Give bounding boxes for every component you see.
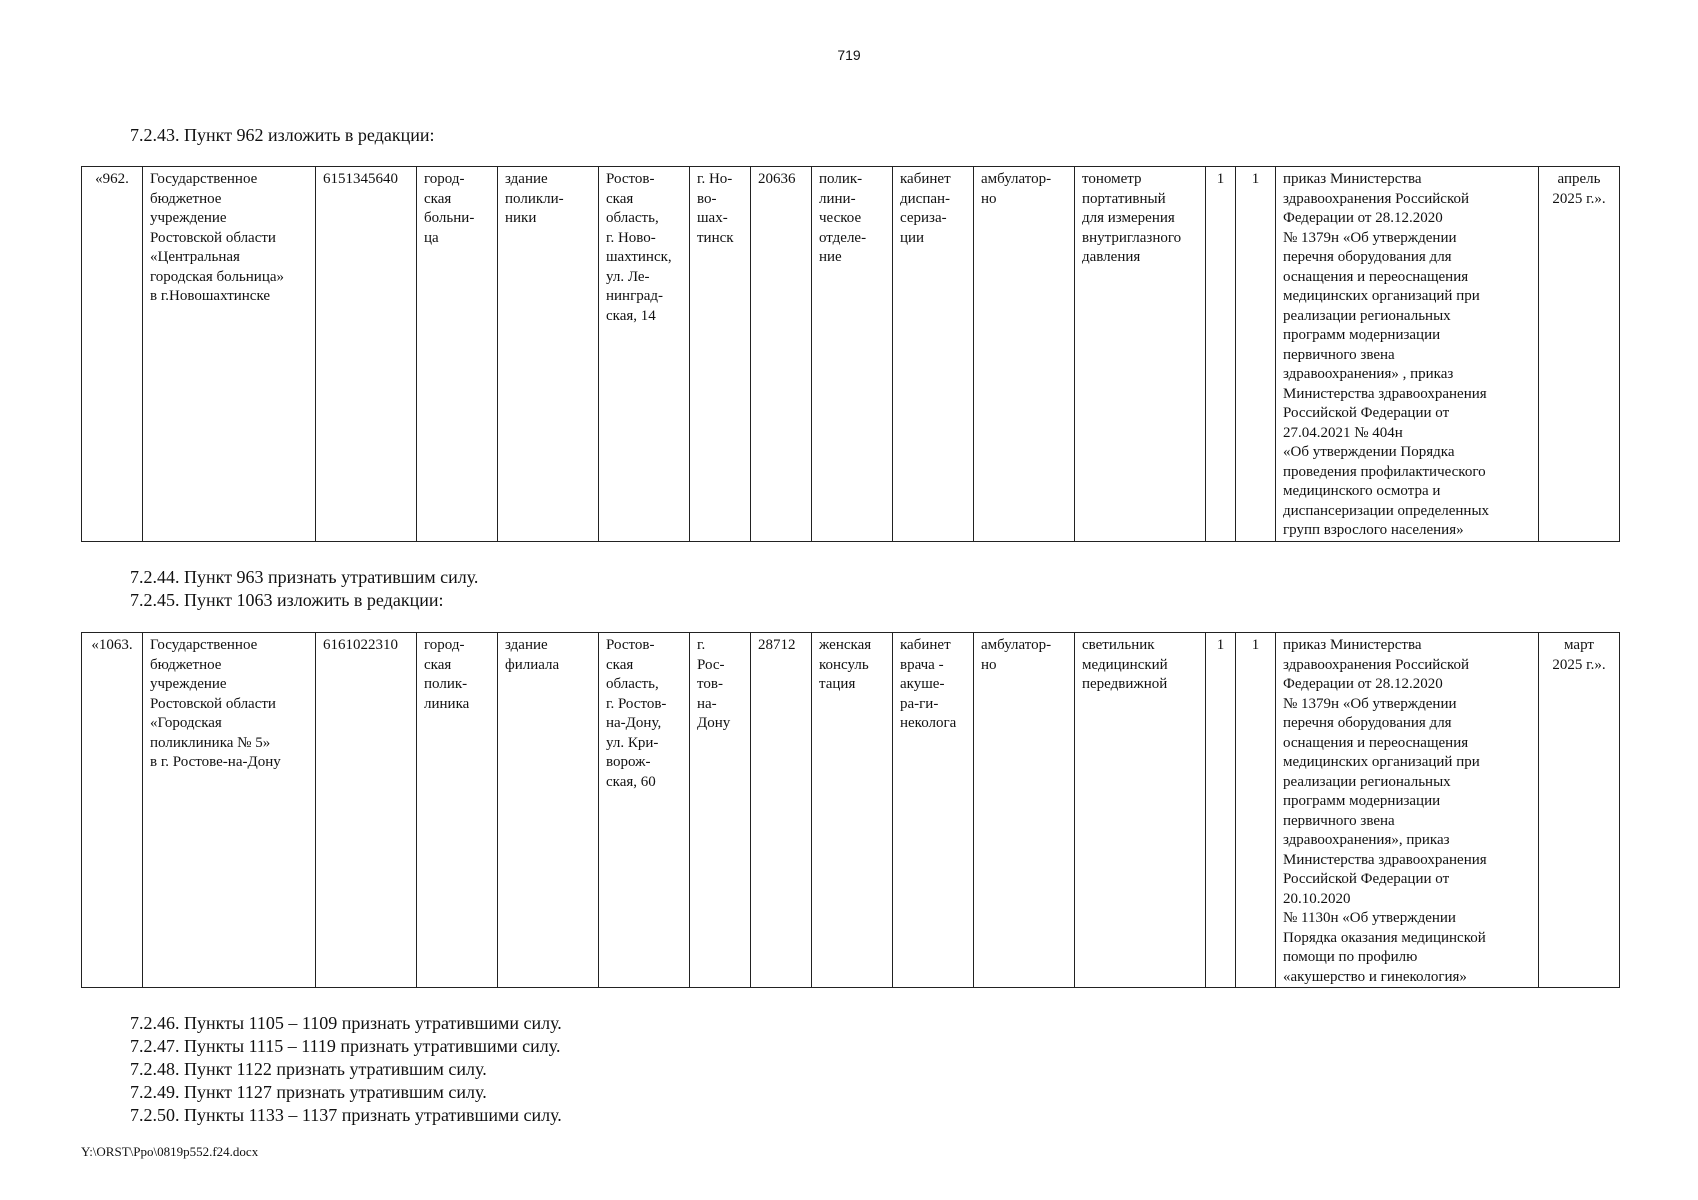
cell-quantity-1: 1: [1206, 167, 1236, 542]
cell-room: кабинет диспан- сериза- ции: [893, 167, 974, 542]
cell-code: 28712: [751, 633, 812, 988]
cell-quantity-2: 1: [1236, 167, 1276, 542]
paragraph-7-2-43: 7.2.43. Пункт 962 изложить в редакции:: [130, 125, 435, 145]
cell-organization: Государственное бюджетное учреждение Ростовской области «Городская поликлиника № 5» в г. Ростове-на-Дону: [143, 633, 316, 988]
cell-address: Ростов- ская область, г. Ростов- на-Дону, ул. Кри- ворож- ская, 60: [599, 633, 690, 988]
cell-address: Ростов- ская область, г. Ново- шахтинск, ул. Ле- нинград- ская, 14: [599, 167, 690, 542]
cell-item-number: «962.: [82, 167, 143, 542]
cell-equipment: тонометр портативный для измерения внутриглазного давления: [1075, 167, 1206, 542]
paragraph-7-2-45: 7.2.45. Пункт 1063 изложить в редакции:: [130, 590, 444, 610]
cell-care-type: амбулатор- но: [974, 633, 1075, 988]
paragraph-7-2-46: 7.2.46. Пункты 1105 – 1109 признать утратившими силу.: [130, 1013, 562, 1033]
cell-inn: 6161022310: [316, 633, 417, 988]
cell-deadline: апрель 2025 г.».: [1539, 167, 1620, 542]
paragraph-7-2-47: 7.2.47. Пункты 1115 – 1119 признать утратившими силу.: [130, 1036, 561, 1056]
cell-room: кабинет врача - акуше- ра-ги- неколога: [893, 633, 974, 988]
paragraph-7-2-48: 7.2.48. Пункт 1122 признать утратившим силу.: [130, 1059, 487, 1079]
cell-equipment: светильник медицинский передвижной: [1075, 633, 1206, 988]
cell-city: г. Рос- тов- на- Дону: [690, 633, 751, 988]
cell-org-type: город- ская полик- линика: [417, 633, 498, 988]
page-number: 719: [837, 47, 861, 63]
cell-city: г. Но- во- шах- тинск: [690, 167, 751, 542]
cell-building: здание поликли- ники: [498, 167, 599, 542]
table-row: [82, 167, 1620, 542]
cell-code: 20636: [751, 167, 812, 542]
cell-deadline: март 2025 г.».: [1539, 633, 1620, 988]
cell-legal-basis: приказ Министерства здравоохранения Российской Федерации от 28.12.2020 № 1379н «Об утверждении перечня оборудования для оснащения и переоснащения медицинских организаций при реализации региональных программ модернизации первичного звена здравоохранения» , приказ Министерства здравоохранения Российской Федерации от 27.04.2021 № 404н «Об утверждении Порядка проведения профилактического медицинского осмотра и диспансеризации определенных групп взрослого населения»: [1276, 167, 1539, 542]
cell-inn: 6151345640: [316, 167, 417, 542]
cell-department: женская консуль тация: [812, 633, 893, 988]
footer-file-path: Y:\ORST\Ppo\0819p552.f24.docx: [81, 1144, 259, 1159]
paragraph-7-2-49: 7.2.49. Пункт 1127 признать утратившим силу.: [130, 1082, 487, 1102]
cell-care-type: амбулатор- но: [974, 167, 1075, 542]
cell-department: полик- лини- ческое отделе- ние: [812, 167, 893, 542]
table-item-962: [81, 166, 1620, 542]
cell-quantity-1: 1: [1206, 633, 1236, 988]
table-row: [82, 633, 1620, 988]
cell-legal-basis: приказ Министерства здравоохранения Российской Федерации от 28.12.2020 № 1379н «Об утверждении перечня оборудования для оснащения и переоснащения медицинских организаций при реализации региональных программ модернизации первичного звена здравоохранения», приказ Министерства здравоохранения Российской Федерации от 20.10.2020 № 1130н «Об утверждении Порядка оказания медицинской помощи по профилю «акушерство и гинекология»: [1276, 633, 1539, 988]
paragraph-7-2-44: 7.2.44. Пункт 963 признать утратившим силу.: [130, 567, 479, 587]
cell-item-number: «1063.: [82, 633, 143, 988]
table-item-1063: [81, 632, 1620, 988]
cell-org-type: город- ская больни- ца: [417, 167, 498, 542]
cell-organization: Государственное бюджетное учреждение Ростовской области «Центральная городская больница» в г.Новошахтинске: [143, 167, 316, 542]
cell-quantity-2: 1: [1236, 633, 1276, 988]
paragraph-7-2-50: 7.2.50. Пункты 1133 – 1137 признать утратившими силу.: [130, 1105, 562, 1125]
cell-building: здание филиала: [498, 633, 599, 988]
